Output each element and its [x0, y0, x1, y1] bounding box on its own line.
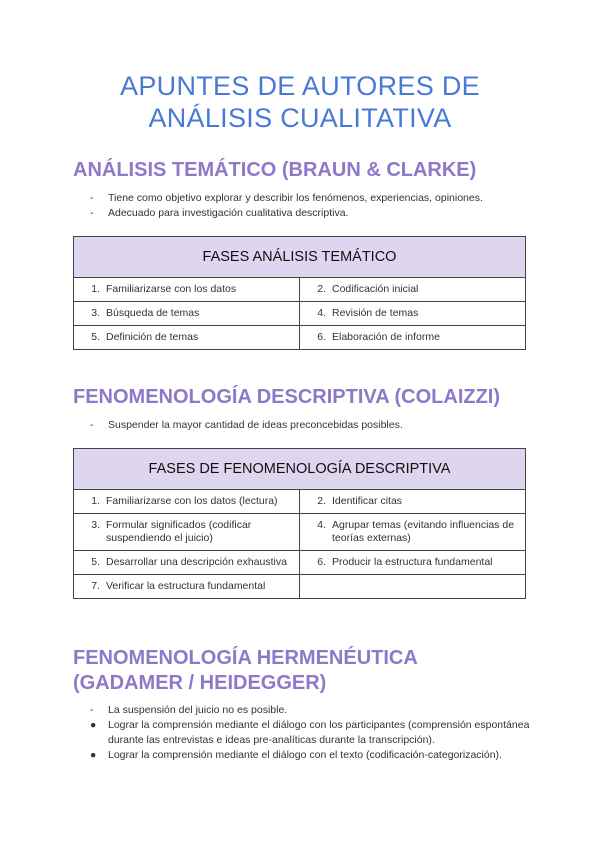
table-cell [300, 326, 526, 350]
section-title-fenomenologia-hermeneutica [73, 646, 418, 696]
table-row [74, 575, 526, 599]
document-title [0, 70, 600, 134]
item-number: 4. [317, 307, 326, 319]
bullet-text: Lograr la comprensión mediante el diálogo con el texto (codificación-categorización). [108, 749, 502, 761]
table-row [74, 514, 526, 551]
bullet-text: Lograr la comprensión mediante el diálogo con los participantes (comprensión espontánea durante las entrevistas e ideas pre-analíticas durante la transcripción). [108, 719, 530, 746]
item-number: 5. [91, 331, 100, 343]
item-text: Búsqueda de temas [106, 307, 200, 319]
item-text: Verificar la estructura fundamental [106, 580, 266, 592]
table-cell [74, 514, 300, 551]
bullet-item [90, 206, 540, 221]
document-title-line-2: ANÁLISIS CUALITATIVA [148, 103, 452, 133]
bullet-item [90, 718, 540, 748]
table-row [74, 278, 526, 302]
bullet-list-fenomenologia-descriptiva [90, 418, 540, 433]
item-text: Revisión de temas [332, 307, 419, 319]
table-header: FASES ANÁLISIS TEMÁTICO [74, 237, 526, 278]
table-cell [300, 278, 526, 302]
item-text: Agrupar temas (evitando influencias de teorías externas) [332, 519, 515, 544]
item-number: 6. [317, 331, 326, 343]
bullet-list-analisis-tematico [90, 191, 540, 221]
bullet-text: Suspender la mayor cantidad de ideas preconcebidas posibles. [108, 419, 403, 431]
table-cell [74, 278, 300, 302]
item-number: 2. [317, 283, 326, 295]
section-title-analisis-tematico: ANÁLISIS TEMÁTICO (BRAUN & CLARKE) [73, 159, 477, 181]
dash-bullet-icon: - [90, 192, 94, 204]
table-fases-analisis-tematico [73, 236, 526, 350]
section-title-line-1: FENOMENOLOGÍA HERMENÉUTICA [73, 647, 418, 669]
document-title-line-1: APUNTES DE AUTORES DE [120, 71, 480, 101]
table-row [74, 490, 526, 514]
item-text: Producir la estructura fundamental [332, 556, 493, 568]
item-text: Identificar citas [332, 495, 403, 507]
item-number: 6. [317, 556, 326, 568]
item-number: 3. [91, 307, 100, 319]
section-title-line-2: (GADAMER / HEIDEGGER) [73, 672, 327, 694]
item-text: Definición de temas [106, 331, 199, 343]
table-cell [74, 551, 300, 575]
item-text: Elaboración de informe [332, 331, 440, 343]
table-cell [74, 326, 300, 350]
bullet-list-fenomenologia-hermeneutica [90, 703, 540, 763]
table-fases-fenomenologia-descriptiva [73, 448, 526, 599]
item-number: 5. [91, 556, 100, 568]
dash-bullet-icon: - [90, 704, 94, 716]
bullet-text: La suspensión del juicio no es posible. [108, 704, 288, 716]
item-number: 1. [91, 283, 100, 295]
item-text: Familiarizarse con los datos [106, 283, 237, 295]
table-cell [74, 490, 300, 514]
dot-bullet-icon: ● [90, 749, 97, 761]
table-cell-empty [300, 575, 526, 599]
dot-bullet-icon: ● [90, 719, 97, 731]
item-number: 1. [91, 495, 100, 507]
bullet-item [90, 191, 540, 206]
bullet-text: Tiene como objetivo explorar y describir los fenómenos, experiencias, opiniones. [108, 192, 483, 204]
dash-bullet-icon: - [90, 419, 94, 431]
item-text: Codificación inicial [332, 283, 419, 295]
dash-bullet-icon: - [90, 207, 94, 219]
item-text: Familiarizarse con los datos (lectura) [106, 495, 278, 507]
item-number: 7. [91, 580, 100, 592]
item-number: 2. [317, 495, 326, 507]
table-cell [300, 490, 526, 514]
table-cell [74, 302, 300, 326]
item-text: Formular significados (codificar suspendiendo el juicio) [106, 519, 252, 544]
table-row [74, 302, 526, 326]
item-number: 3. [91, 519, 100, 531]
table-row [74, 551, 526, 575]
item-number: 4. [317, 519, 326, 531]
section-title-fenomenologia-descriptiva: FENOMENOLOGÍA DESCRIPTIVA (COLAIZZI) [73, 386, 501, 408]
table-header: FASES DE FENOMENOLOGÍA DESCRIPTIVA [74, 449, 526, 490]
item-text: Desarrollar una descripción exhaustiva [106, 556, 287, 568]
table-cell [300, 302, 526, 326]
bullet-text: Adecuado para investigación cualitativa descriptiva. [108, 207, 349, 219]
table-cell [300, 551, 526, 575]
table-cell [74, 575, 300, 599]
bullet-item [90, 418, 540, 433]
bullet-item [90, 748, 540, 763]
bullet-item [90, 703, 540, 718]
table-cell [300, 514, 526, 551]
table-row [74, 326, 526, 350]
